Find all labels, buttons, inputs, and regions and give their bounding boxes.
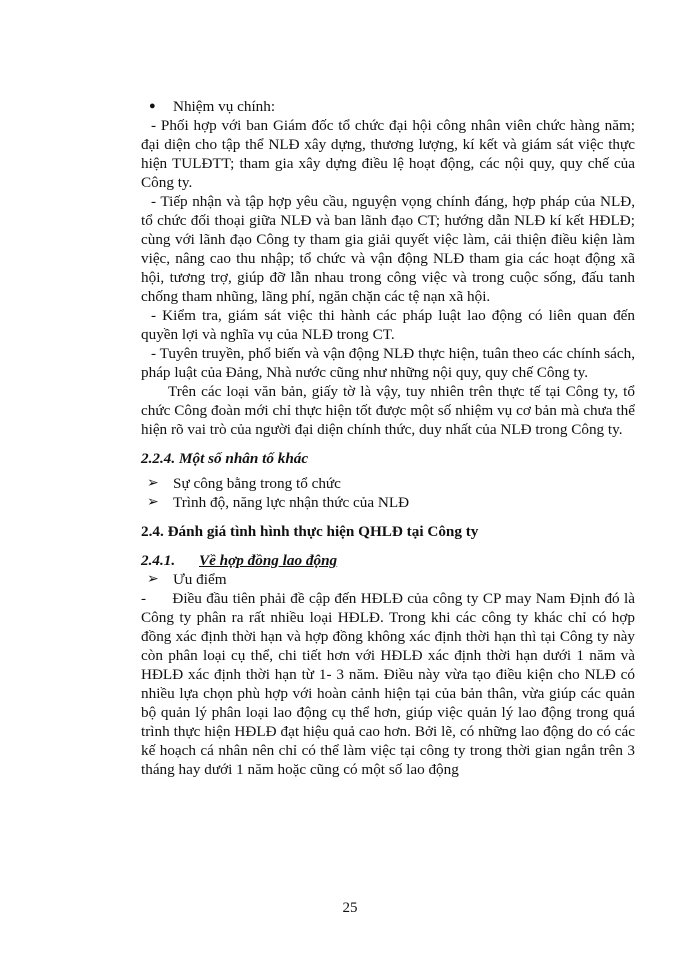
summary-paragraph: Trên các loại văn bản, giấy tờ là vậy, tuy nhiên trên thực tế tại Công ty, tổ chức Công đoàn mới chỉ thực hiện tốt được một số nhiệm vụ cơ bản mà chưa thể hiện rõ vai trò của người đại diện chính thức, duy nhất của NLĐ trong Công ty. [141, 383, 635, 438]
bullet-text: Nhiệm vụ chính: [173, 98, 276, 115]
factor-text: Sự công bằng trong tổ chức [173, 475, 341, 492]
section-heading-2-4-1 [141, 551, 635, 570]
section-heading-2-4: 2.4. Đánh giá tình hình thực hiện QHLĐ tại Công ty [141, 523, 479, 540]
duty-paragraph-4: - Tuyên truyền, phổ biến và vận động NLĐ thực hiện, tuân theo các chính sách, pháp luật của Đảng, Nhà nước cũng như những nội quy, quy chế Công ty. [141, 345, 635, 381]
advantage-item [141, 570, 635, 589]
duty-paragraph-1: - Phối hợp với ban Giám đốc tổ chức đại hội công nhân viên chức hàng năm; đại diện cho tập thể NLĐ xây dựng, thương lượng, kí kết và giám sát việc thực hiện TULĐTT; tham gia xây dựng điều lệ hoạt động, các nội quy, quy chế của Công ty. [141, 117, 635, 191]
spacer [141, 439, 635, 449]
advantage-label: Ưu điểm [173, 571, 227, 588]
arrow-bullet-icon: ➢ [147, 495, 159, 510]
spacer [141, 512, 635, 522]
factor-item [141, 474, 635, 493]
factor-item [141, 493, 635, 512]
duty-paragraph-2: - Tiếp nhận và tập hợp yêu cầu, nguyện vọng chính đáng, hợp pháp của NLĐ, tổ chức đối thoại giữa NLĐ và ban lãnh đạo CT; hướng dẫn NLĐ kí kết HĐLĐ; cùng với lãnh đạo Công ty tham gia giải quyết việc làm, cải thiện điều kiện làm việc, nâng cao thu nhập; tổ chức và vận động NLĐ tham gia các hoạt động xã hội, tương trợ, giúp đỡ lẫn nhau trong công việc và trong cuộc sống, đấu tanh chống tham nhũng, lãng phí, ngăn chặn các tệ nạn xã hội. [141, 193, 635, 305]
section-heading-2-2-4: 2.2.4. Một số nhân tố khác [141, 450, 309, 467]
spacer [141, 541, 635, 551]
factor-text: Trình độ, năng lực nhận thức của NLĐ [173, 494, 410, 511]
arrow-bullet-icon: ➢ [147, 572, 159, 587]
page-body [141, 97, 635, 779]
section-title: Về hợp đồng lao động [199, 552, 338, 569]
bullet-icon: ● [149, 100, 156, 112]
duty-paragraph-3: - Kiểm tra, giám sát việc thi hành các pháp luật lao động có liên quan đến quyền lợi và nghĩa vụ của NLĐ trong CT. [141, 307, 635, 343]
contract-paragraph: - Điều đầu tiên phải đề cập đến HĐLĐ của công ty CP may Nam Định đó là Công ty phân ra rất nhiều loại HĐLĐ. Trong khi các công ty khác chỉ có hợp đồng xác định thời hạn và hợp đồng không xác định thời hạn thì tại Công ty này còn phân loại cụ thể, chi tiết hơn với HĐLĐ xác định thời hạn dưới 1 năm và HĐLĐ xác định thời hạn từ 1- 3 năm. Điều này vừa tạo điều kiện cho NLĐ có nhiều lựa chọn phù hợp với hoàn cảnh hiện tại của bản thân, vừa giúp các quản bộ quản lý phân loại lao động cụ thể hơn, giúp việc quản lý lao động trong quá trình thực hiện HĐLĐ đạt hiệu quả cao hơn. Bởi lẽ, có những lao động do có các kế hoạch cá nhân nên chỉ có thể làm việc tại công ty trong thời gian ngắn trên 3 tháng hay dưới 1 năm hoặc cũng có một số lao động [141, 590, 635, 778]
section-number: 2.4.1. [141, 552, 176, 569]
page-number: 25 [342, 900, 358, 916]
bullet-item-main-duties [141, 97, 635, 116]
arrow-bullet-icon: ➢ [147, 476, 159, 491]
